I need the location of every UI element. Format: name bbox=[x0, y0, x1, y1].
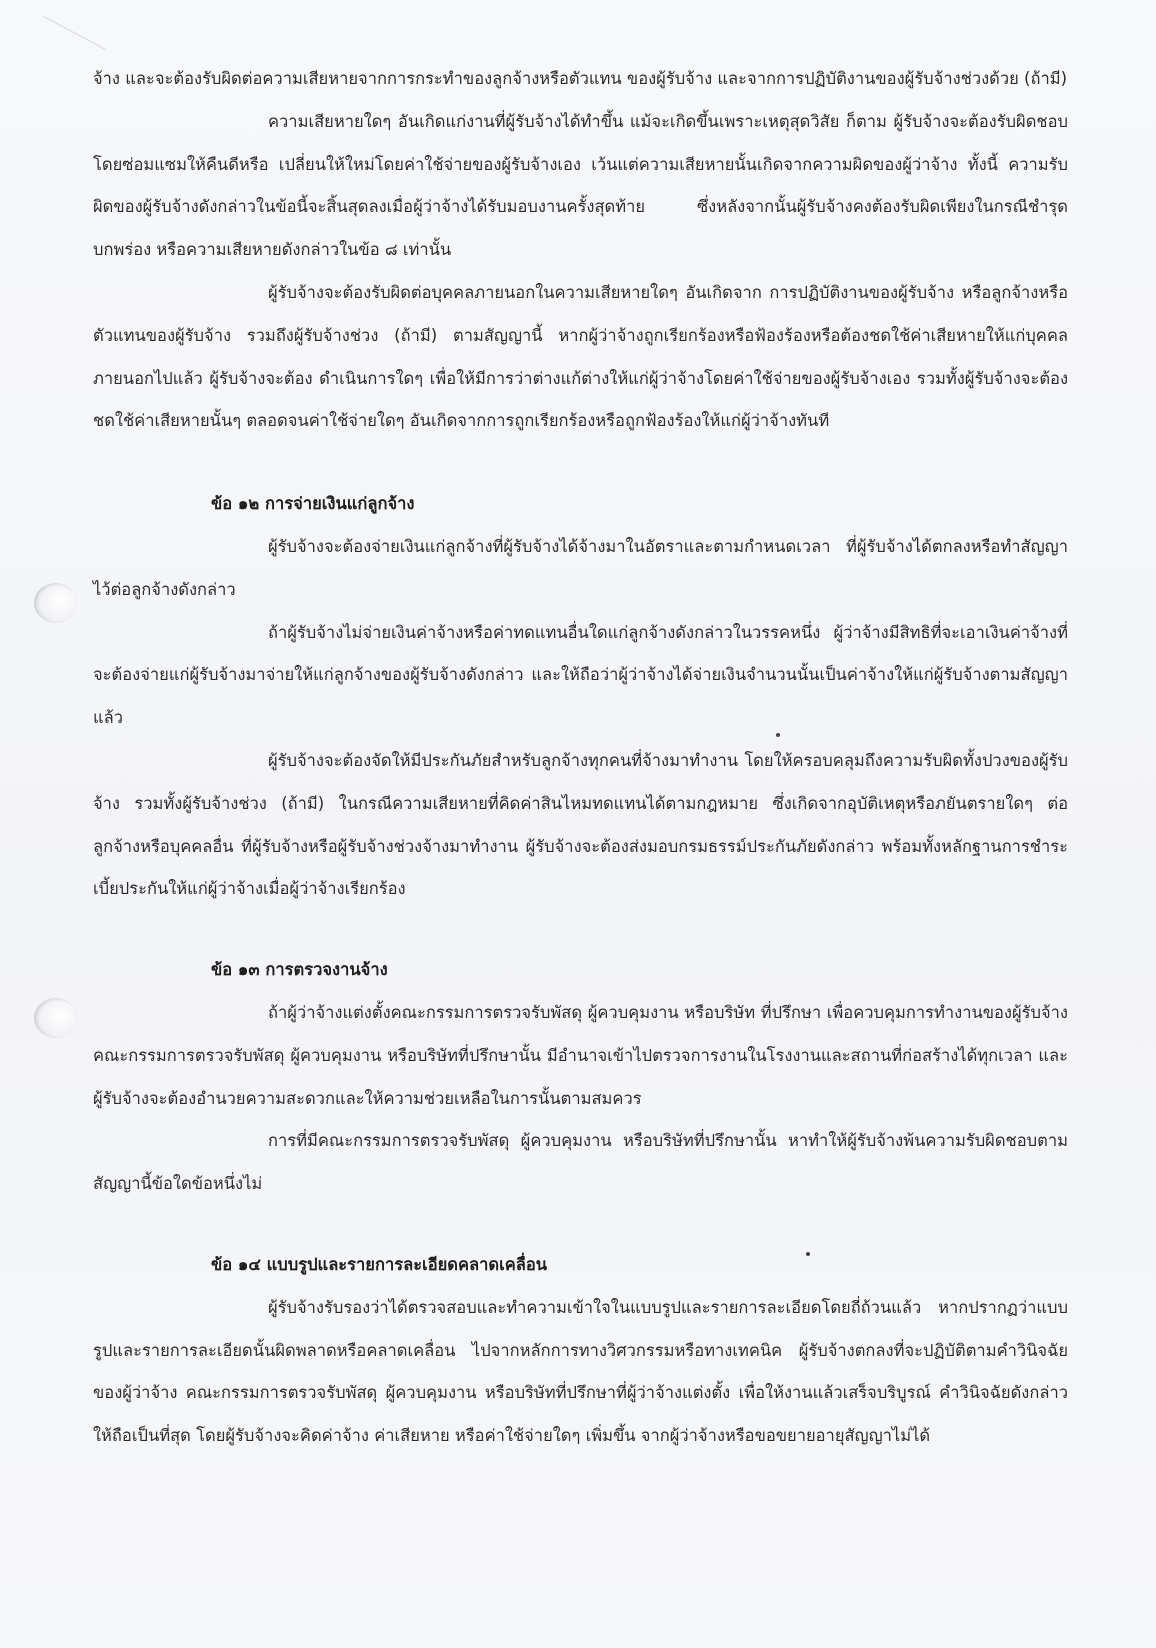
opening-paragraph-2: ความเสียหายใดๆ อันเกิดแก่งานที่ผู้รับจ้างได้ทำขึ้น แม้จะเกิดขึ้นเพราะเหตุสุดวิสัย ก็ตาม ผู้รับจ้างจะต้องรับผิดชอบโดยซ่อมแซมให้คืนดีหรือ เปลี่ยนให้ใหม่โดยค่าใช้จ่ายของผู้รับจ้างเอง เว้นแต่ความเสียหายนั้นเกิดจากความผิดของผู้ว่าจ้าง ทั้งนี้ ความรับผิดของผู้รับจ้างดังกล่าวในข้อนี้จะสิ้นสุดลงเมื่อผู้ว่าจ้างได้รับมอบงานครั้งสุดท้าย ซึ่งหลังจากนั้นผู้รับจ้างคงต้องรับผิดเพียงในกรณีชำรุดบกพร่อง หรือความเสียหายดังกล่าวในข้อ ๘ เท่านั้น bbox=[93, 111, 1068, 260]
punch-hole-lower bbox=[34, 998, 78, 1038]
section-13-paragraph-2: การที่มีคณะกรรมการตรวจรับพัสดุ ผู้ควบคุมงาน หรือบริษัทที่ปรึกษานั้น หาทำให้ผู้รับจ้างพ้นความรับผิดชอบตามสัญญานี้ข้อใดข้อหนึ่งไม่ bbox=[93, 1131, 1068, 1194]
section-12-heading: ข้อ ๑๒ การจ่ายเงินแก่ลูกจ้าง bbox=[211, 494, 415, 514]
section-14-heading: ข้อ ๑๔ แบบรูปและรายการละเอียดคลาดเคลื่อน bbox=[211, 1254, 548, 1274]
section-12-paragraph-3: ผู้รับจ้างจะต้องจัดให้มีประกันภัยสำหรับลูกจ้างทุกคนที่จ้างมาทำงาน โดยให้ครอบคลุมถึงความรับผิดทั้งปวงของผู้รับจ้าง รวมทั้งผู้รับจ้างช่วง (ถ้ามี) ในกรณีความเสียหายที่คิดค่าสินไหมทดแทนได้ตามกฎหมาย ซึ่งเกิดจากอุบัติเหตุหรือภยันตรายใดๆ ต่อลูกจ้างหรือบุคคลอื่น ที่ผู้รับจ้างหรือผู้รับจ้างช่วงจ้างมาทำงาน ผู้รับจ้างจะต้องส่งมอบกรมธรรม์ประกันภัยดังกล่าว พร้อมทั้งหลักฐานการชำระเบี้ยประกันให้แก่ผู้ว่าจ้างเมื่อผู้ว่าจ้างเรียกร้อง bbox=[93, 750, 1068, 899]
section-12-paragraph-1: ผู้รับจ้างจะต้องจ่ายเงินแก่ลูกจ้างที่ผู้รับจ้างได้จ้างมาในอัตราและตามกำหนดเวลา ที่ผู้รับจ้างได้ตกลงหรือทำสัญญาไว้ต่อลูกจ้างดังกล่าว bbox=[93, 536, 1068, 599]
section-12-paragraph-2: ถ้าผู้รับจ้างไม่จ่ายเงินค่าจ้างหรือค่าทดแทนอื่นใดแก่ลูกจ้างดังกล่าวในวรรคหนึ่ง ผู้ว่าจ้างมีสิทธิที่จะเอาเงินค่าจ้างที่จะต้องจ่ายแก่ผู้รับจ้างมาจ่ายให้แก่ลูกจ้างของผู้รับจ้างดังกล่าว และให้ถือว่าผู้ว่าจ้างได้จ่ายเงินจำนวนนั้นเป็นค่าจ้างให้แก่ผู้รับจ้างตามสัญญาแล้ว bbox=[93, 622, 1068, 728]
opening-paragraph-3: ผู้รับจ้างจะต้องรับผิดต่อบุคคลภายนอกในความเสียหายใดๆ อันเกิดจาก การปฏิบัติงานของผู้รับจ้าง หรือลูกจ้างหรือตัวแทนของผู้รับจ้าง รวมถึงผู้รับจ้างช่วง (ถ้ามี) ตามสัญญานี้ หากผู้ว่าจ้างถูกเรียกร้องหรือฟ้องร้องหรือต้องชดใช้ค่าเสียหายให้แก่บุคคลภายนอกไปแล้ว ผู้รับจ้างจะต้อง ดำเนินการใดๆ เพื่อให้มีการว่าต่างแก้ต่างให้แก่ผู้ว่าจ้างโดยค่าใช้จ่ายของผู้รับจ้างเอง รวมทั้งผู้รับจ้างจะต้องชดใช้ค่าเสียหายนั้นๆ ตลอดจนค่าใช้จ่ายใดๆ อันเกิดจากการถูกเรียกร้องหรือถูกฟ้องร้องให้แก่ผู้ว่าจ้างทันที bbox=[93, 282, 1068, 431]
opening-paragraph-1: จ้าง และจะต้องรับผิดต่อความเสียหายจากการกระทำของลูกจ้างหรือตัวแทน ของผู้รับจ้าง และจากการปฏิบัติงานของผู้รับจ้างช่วงด้วย (ถ้ามี) bbox=[93, 69, 1068, 88]
document-body bbox=[93, 58, 1068, 1458]
section-spacer bbox=[93, 1206, 1068, 1244]
section-spacer bbox=[93, 443, 1068, 483]
punch-hole-upper bbox=[34, 583, 78, 623]
section-14-paragraph-1: ผู้รับจ้างรับรองว่าได้ตรวจสอบและทำความเข้าใจในแบบรูปและรายการละเอียดโดยถี่ถ้วนแล้ว หากปรากฏว่าแบบรูปและรายการละเอียดนั้นผิดพลาดหรือคลาดเคลื่อน ไปจากหลักการทางวิศวกรรมหรือทางเทคนิค ผู้รับจ้างตกลงที่จะปฏิบัติตามคำวินิจฉัยของผู้ว่าจ้าง คณะกรรมการตรวจรับพัสดุ ผู้ควบคุมงาน หรือบริษัทที่ปรึกษาที่ผู้ว่าจ้างแต่งตั้ง เพื่อให้งานแล้วเสร็จบริบูรณ์ คำวินิจฉัยดังกล่าวให้ถือเป็นที่สุด โดยผู้รับจ้างจะคิดค่าจ้าง ค่าเสียหาย หรือค่าใช้จ่ายใดๆ เพิ่มขึ้น จากผู้ว่าจ้างหรือขอขยายอายุสัญญาไม่ได้ bbox=[93, 1297, 1068, 1446]
section-13-heading: ข้อ ๑๓ การตรวจงานจ้าง bbox=[211, 960, 388, 980]
section-spacer bbox=[93, 911, 1068, 949]
section-13-paragraph-1: ถ้าผู้ว่าจ้างแต่งตั้งคณะกรรมการตรวจรับพัสดุ ผู้ควบคุมงาน หรือบริษัท ที่ปรึกษา เพื่อควบคุมการทำงานของผู้รับจ้าง คณะกรรมการตรวจรับพัสดุ ผู้ควบคุมงาน หรือบริษัทที่ปรึกษานั้น มีอำนาจเข้าไปตรวจการงานในโรงงานและสถานที่ก่อสร้างได้ทุกเวลา และผู้รับจ้างจะต้องอำนวยความสะดวกและให้ความช่วยเหลือในการนั้นตามสมควร bbox=[93, 1002, 1068, 1108]
